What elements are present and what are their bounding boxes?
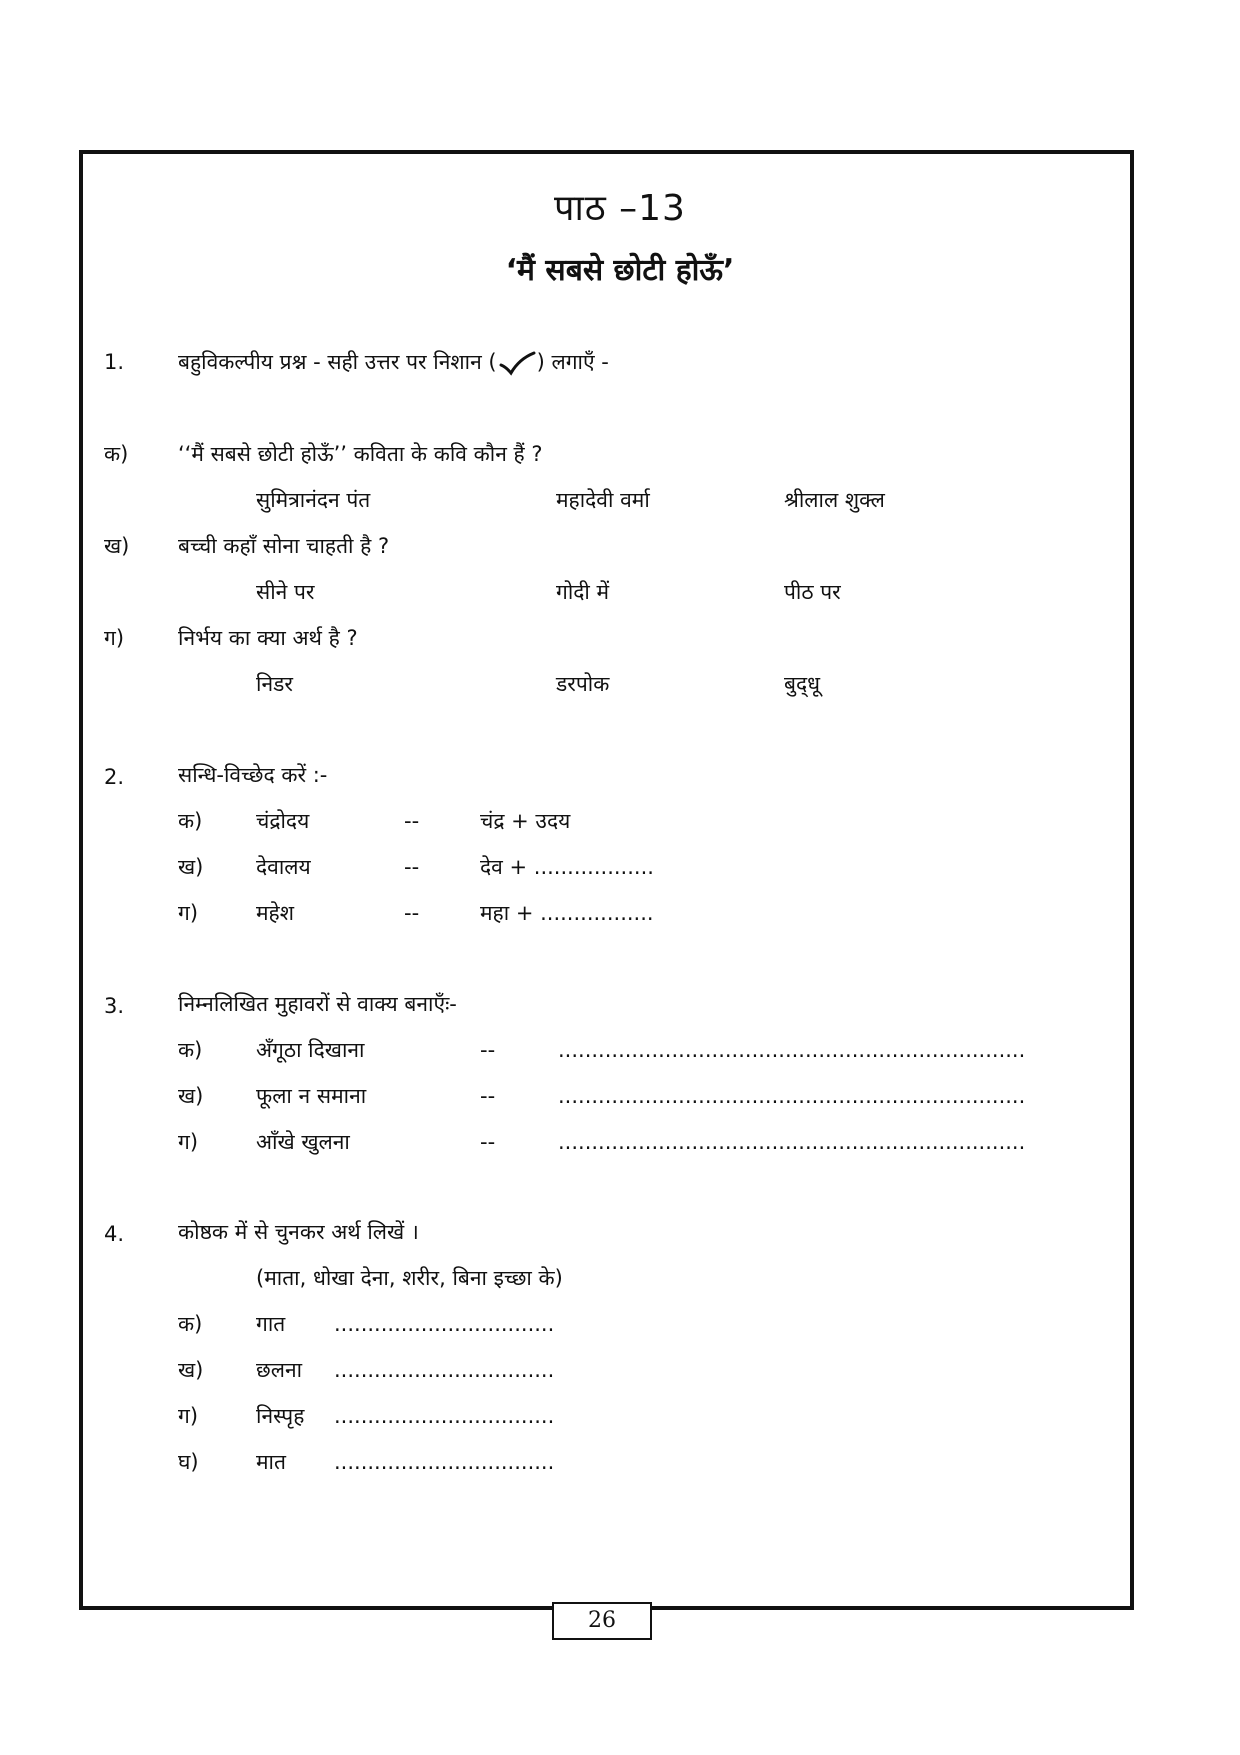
q2a-word: चंद्रोदय — [256, 809, 310, 833]
q2b-word: देवालय — [256, 855, 311, 879]
q3b-label: ख) — [178, 1084, 204, 1108]
q2c-word: महेश — [256, 901, 294, 925]
q3c-answer-blank: ...................................................................... — [558, 1130, 1026, 1154]
lesson-number: पाठ –13 — [554, 188, 686, 229]
q1a-label: क) — [104, 442, 129, 466]
q3b-phrase: फूला न समाना — [256, 1084, 367, 1108]
q2b-dash: -- — [404, 855, 420, 879]
q4a-answer-blank: ................................. — [334, 1312, 555, 1336]
q4a-word: गात — [256, 1312, 286, 1336]
q2a-label: क) — [178, 809, 203, 833]
q2c-answer: महा + ................. — [480, 901, 654, 925]
q4-choices: (माता, धोखा देना, शरीर, बिना इच्छा के) — [256, 1266, 563, 1290]
q4b-label: ख) — [178, 1358, 204, 1382]
q1b-option-2: गोदी में — [556, 580, 610, 604]
q3a-dash: -- — [480, 1038, 496, 1062]
q1a-question: ‘‘मैं सबसे छोटी होऊँ’’ कविता के कवि कौन हैं ? — [178, 442, 543, 466]
q3b-dash: -- — [480, 1084, 496, 1108]
q3-instruction: निम्नलिखित मुहावरों से वाक्य बनाएँः- — [178, 992, 457, 1016]
q4d-answer-blank: ................................. — [334, 1450, 555, 1474]
q4c-word: निस्पृह — [256, 1404, 305, 1428]
q3-number: 3. — [104, 994, 125, 1018]
q4a-label: क) — [178, 1312, 203, 1336]
q3a-phrase: अँगूठा दिखाना — [256, 1038, 365, 1062]
q2a-dash: -- — [404, 809, 420, 833]
q2-instruction: सन्धि-विच्छेद करें :- — [178, 763, 328, 787]
q1-text-after: ) लगाएँ - — [536, 350, 609, 374]
q3c-phrase: आँखे खुलना — [256, 1130, 350, 1154]
q4d-word: मात — [256, 1450, 286, 1474]
q3c-dash: -- — [480, 1130, 496, 1154]
q1c-question: निर्भय का क्या अर्थ है ? — [178, 626, 358, 650]
q1b-question: बच्ची कहाँ सोना चाहती है ? — [178, 534, 390, 558]
page-number: 26 — [552, 1602, 652, 1640]
q4d-label: घ) — [178, 1450, 199, 1474]
q1b-label: ख) — [104, 534, 130, 558]
q1b-option-3: पीठ पर — [784, 580, 841, 604]
q4b-answer-blank: ................................. — [334, 1358, 555, 1382]
q4-instruction: कोष्ठक में से चुनकर अर्थ लिखें । — [178, 1220, 419, 1244]
q2c-dash: -- — [404, 901, 420, 925]
q2a-answer: चंद्र + उदय — [480, 809, 571, 833]
q1b-option-1: सीने पर — [256, 580, 315, 604]
q3b-answer-blank: ...................................................................... — [558, 1084, 1026, 1108]
q1c-option-3: बुद्‌धू — [784, 672, 821, 696]
q2c-label: ग) — [178, 901, 199, 925]
q1c-option-1: निडर — [256, 672, 293, 696]
q4c-label: ग) — [178, 1404, 199, 1428]
q1-instruction — [178, 350, 609, 376]
q3a-label: क) — [178, 1038, 203, 1062]
q1-text-before: बहुविकल्पीय प्रश्न - सही उत्तर पर निशान ( — [178, 350, 497, 374]
q1a-option-1: सुमित्रानंदन पंत — [256, 488, 371, 512]
q4b-word: छलना — [256, 1358, 303, 1382]
q4c-answer-blank: ................................. — [334, 1404, 555, 1428]
q2b-label: ख) — [178, 855, 204, 879]
q2b-answer: देव + .................. — [480, 855, 654, 879]
q1a-option-2: महादेवी वर्मा — [556, 488, 650, 512]
q1-number: 1. — [104, 350, 125, 374]
q1c-label: ग) — [104, 626, 125, 650]
lesson-title: ‘मैं सबसे छोटी होऊँ’ — [505, 253, 735, 288]
q2-number: 2. — [104, 765, 125, 789]
q1a-option-3: श्रीलाल शुक्ल — [784, 488, 885, 512]
q1c-option-2: डरपोक — [556, 672, 610, 696]
check-mark-icon — [497, 350, 537, 376]
q4-number: 4. — [104, 1222, 125, 1246]
q3a-answer-blank: ...................................................................... — [558, 1038, 1026, 1062]
q3c-label: ग) — [178, 1130, 199, 1154]
